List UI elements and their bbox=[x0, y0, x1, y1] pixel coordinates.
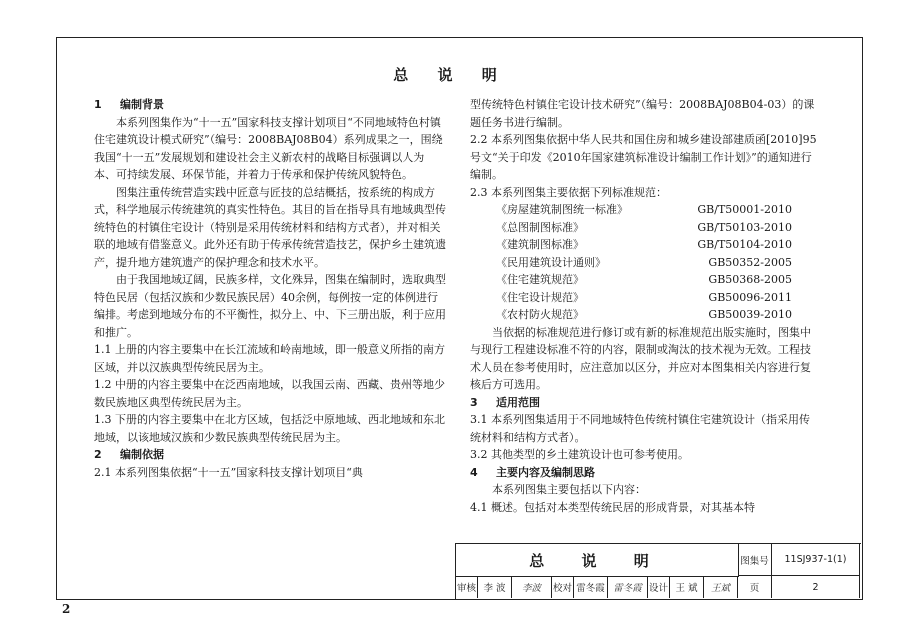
paragraph: 3.1 本系列图集适用于不同地域特色传统村镇住宅建筑设计（指采用传统材料和结构方式者）。 bbox=[470, 413, 810, 444]
review-signature: 李波 bbox=[512, 576, 552, 598]
review-name: 李 波 bbox=[478, 576, 512, 598]
section-heading: 4 主要内容及编制思路 bbox=[470, 465, 595, 479]
standards-list bbox=[470, 201, 818, 324]
paragraph: 本系列图集作为“十一五”国家科技支撑计划项目“不同地域特色村镇住宅建筑设计模式研究”（编号：2008BAJ08B04）系列成果之一，围绕我国“十一五”发展规划和建设社会主义新农村的战略目标强调以人为本、可持续发展、环保节能，并着力于传承和保护传统风貌特色。 bbox=[94, 115, 443, 181]
paragraph: 1.1 上册的内容主要集中在长江流域和岭南地域，即一般意义所指的南方区域，并以汉族典型传统民居为主。 bbox=[94, 343, 445, 374]
paragraph: 图集注重传统营造实践中匠意与匠技的总结概括，按系统的构成方式，科学地展示传统建筑的真实性特色。其目的旨在指导具有地域典型传统特色的村镇住宅设计（特别是采用传统材料和结构方式者），并对相关联的地域有借鉴意义。此外还有助于传承传统营造技艺，保护乡土建筑遗产，提升地方建筑遗产的保护理念和技术水平。 bbox=[94, 185, 446, 269]
section-heading: 3 适用范围 bbox=[470, 395, 540, 409]
paragraph: 1.3 下册的内容主要集中在北方区域，包括泛中原地域、西北地域和东北地域，以该地域汉族和少数民族典型传统民居为主。 bbox=[94, 413, 445, 444]
section-heading: 1 编制背景 bbox=[94, 98, 164, 111]
page-no: 2 bbox=[772, 576, 860, 598]
page-title: 总 说 明 bbox=[393, 66, 509, 84]
paragraph: 2.3 本系列图集主要依据下列标准规范： bbox=[470, 185, 667, 199]
page-number: 2 bbox=[62, 602, 71, 616]
standard-item: 《住宅设计规范》 GB50096-2011 bbox=[496, 290, 792, 304]
title-block-title: 总 说 明 bbox=[456, 544, 739, 577]
paragraph: 2.1 本系列图集依据“十一五”国家科技支撑计划项目“典 bbox=[94, 465, 363, 479]
check-label: 校对 bbox=[552, 576, 574, 598]
paragraph: 型传统特色村镇住宅设计技术研究”（编号：2008BAJ08B04-03）的课题任务书进行编制。 bbox=[470, 98, 815, 129]
design-label: 设计 bbox=[648, 576, 670, 598]
paragraph: 当依据的标准规范进行修订或有新的标准规范出版实施时，图集中与现行工程建设标准不符的内容，限制或淘汰的技术视为无效。工程技术人员在参考使用时，应注意加以区分，并应对本图集相关内容进行复核后方可选用。 bbox=[470, 325, 811, 391]
paragraph: 4.1 概述。包括对本类型传统民居的形成背景，对其基本特 bbox=[470, 500, 755, 514]
design-signature: 王斌 bbox=[704, 576, 738, 598]
check-name: 雷冬霞 bbox=[574, 576, 608, 598]
standard-item: 《农村防火规范》 GB50039-2010 bbox=[496, 308, 792, 321]
signature-row bbox=[456, 576, 860, 598]
title-block bbox=[455, 543, 861, 599]
standard-item: 《建筑制图标准》 GB/T50104-2010 bbox=[496, 238, 792, 251]
atlas-number-label: 图集号 bbox=[738, 544, 772, 576]
section-heading: 2 编制依据 bbox=[94, 448, 164, 461]
standard-item: 《住宅建筑规范》 GB50368-2005 bbox=[496, 273, 792, 286]
standard-item: 《房屋建筑制图统一标准》 GB/T50001-2010 bbox=[496, 203, 792, 216]
design-name: 王 斌 bbox=[670, 576, 704, 598]
standard-item: 《民用建筑设计通则》 GB50352-2005 bbox=[496, 255, 792, 269]
page-label: 页 bbox=[738, 576, 772, 598]
paragraph: 3.2 其他类型的乡土建筑设计也可参考使用。 bbox=[470, 448, 689, 461]
review-label: 审核 bbox=[456, 576, 478, 598]
standard-item: 《总图制图标准》 GB/T50103-2010 bbox=[496, 220, 792, 234]
paragraph: 1.2 中册的内容主要集中在泛西南地域，以我国云南、西藏、贵州等地少数民族地区典型传统民居为主。 bbox=[94, 378, 445, 409]
paragraph: 本系列图集主要包括以下内容： bbox=[492, 483, 646, 496]
left-column bbox=[94, 96, 446, 481]
paragraph: 2.2 本系列图集依据中华人民共和国住房和城乡建设部建质函[2010]95号文“关于印发《2010年国家建筑标准设计编制工作计划》”的通知进行编制。 bbox=[470, 133, 817, 181]
right-column bbox=[470, 96, 818, 516]
atlas-number: 11SJ937-1(1) bbox=[772, 544, 860, 576]
check-signature: 雷冬霞 bbox=[608, 576, 648, 598]
paragraph: 由于我国地域辽阔，民族多样，文化殊异，图集在编制时，选取典型特色民居（包括汉族和少数民族民居）40余例，每例按一定的体例进行编排。考虑到地域分布的不平衡性，拟分上、中、下三册出版，利于应用和推广。 bbox=[94, 273, 446, 339]
